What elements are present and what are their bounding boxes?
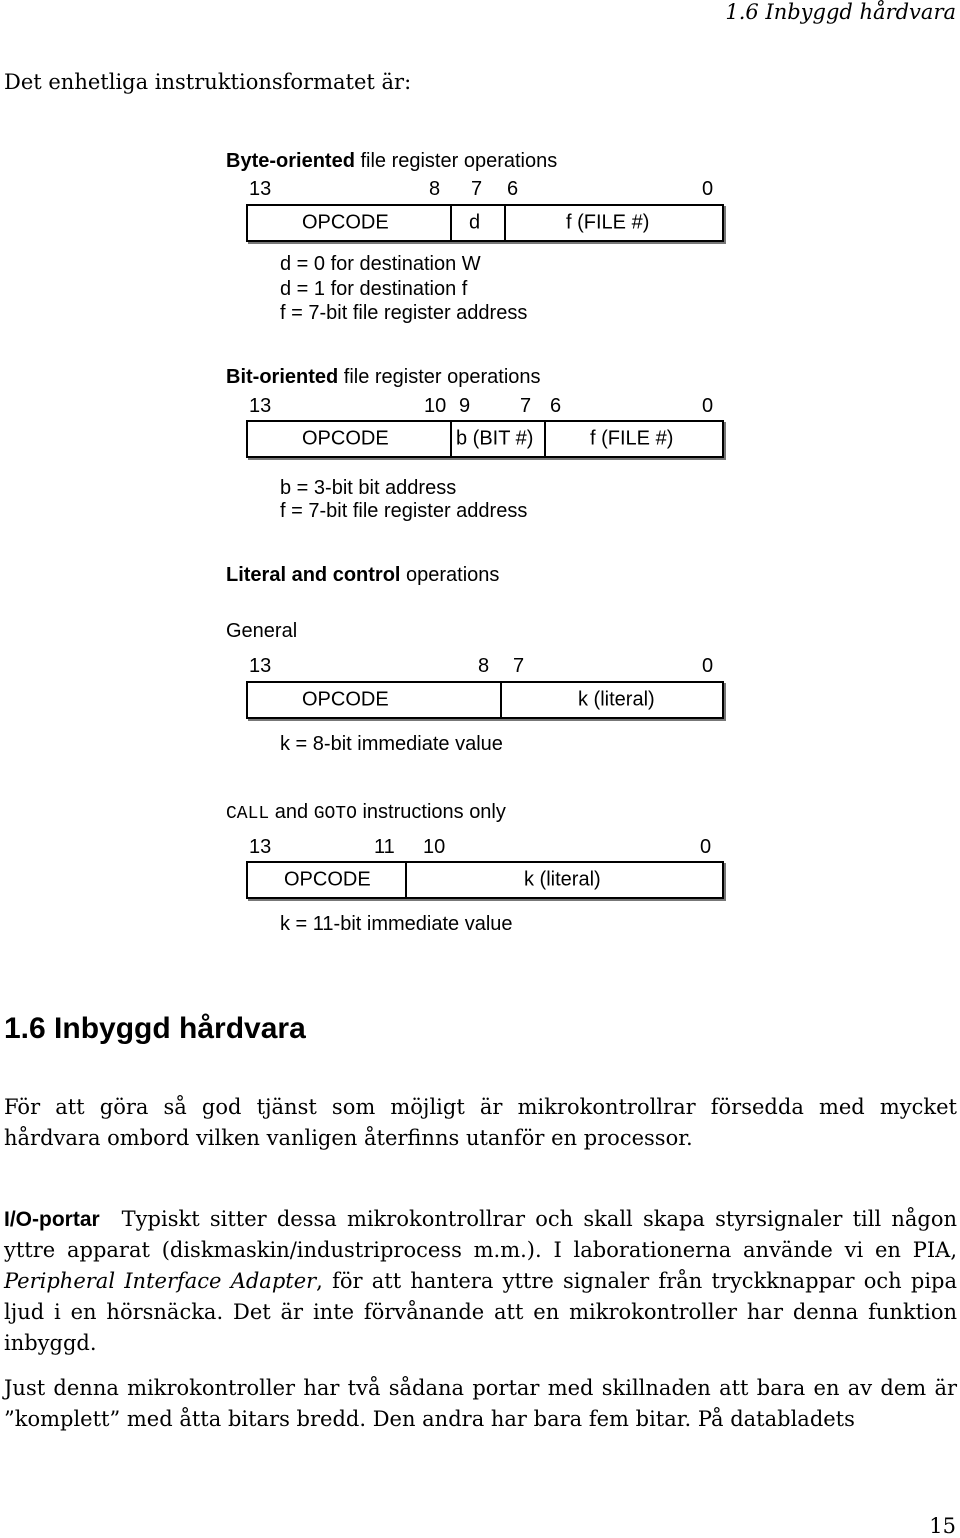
note: d = 0 for destination W (280, 253, 481, 275)
bit-field: b (BIT #) (456, 427, 534, 450)
io-ports-keyword: I/O-portar (4, 1208, 100, 1231)
opcode-field: OPCODE (302, 688, 389, 711)
bit-label: 7 (471, 178, 483, 200)
intro-text: Det enhetliga instruktionsformatet är: (4, 70, 412, 94)
bit-label: 6 (550, 395, 562, 417)
note: b = 3-bit bit address (280, 477, 457, 499)
bit-label: 0 (702, 395, 714, 417)
bit-oriented-heading: Bit-oriented file register operations (226, 366, 541, 388)
literal-format-box (246, 681, 724, 719)
literal-field: k (literal) (578, 688, 655, 711)
bit-label: 13 (249, 178, 272, 200)
io-ports-paragraph: I/O-portar Typiskt sitter dessa mikrokontrollrar och skall skapa styrsignaler till någon yttre apparat (diskmaskin/industriprocess m.m.). I laborationerna använde vi en PIA, Peripheral Interface Adapter, för att hantera yttre signaler från tryckknappar och pipa ljud i en hörsnäcka. Det är inte förvånande att en mikrokontroller har denna funktion inbyggd. (4, 1207, 958, 1355)
note: f = 7-bit file register address (280, 500, 528, 522)
byte-oriented-heading: Byte-oriented file register operations (226, 150, 558, 172)
running-head: 1.6 Inbyggd hårdvara (725, 0, 956, 24)
bit-label: 11 (374, 836, 395, 858)
general-subheading: General (226, 620, 298, 642)
opcode-field: OPCODE (302, 211, 389, 234)
bit-label: 7 (520, 395, 532, 417)
literal-heading: Literal and control operations (226, 564, 500, 586)
section-title: 1.6 Inbyggd hårdvara (4, 1012, 306, 1045)
bit-label: 6 (507, 178, 519, 200)
note: f = 7-bit file register address (280, 302, 528, 324)
bit-label: 13 (249, 655, 272, 677)
file-field: f (FILE #) (566, 211, 650, 234)
call-goto-format-box (246, 861, 724, 899)
bit-label: 9 (459, 395, 471, 417)
byte-oriented-format-box (246, 204, 724, 242)
note: d = 1 for destination f (280, 278, 468, 300)
d-field: d (469, 211, 481, 234)
bit-label: 0 (702, 178, 714, 200)
bit-label: 0 (700, 836, 712, 858)
call-goto-heading: CALL and GOTO instructions only (226, 801, 506, 824)
opcode-field: OPCODE (302, 427, 389, 450)
bit-label: 10 (423, 836, 446, 858)
file-field: f (FILE #) (590, 427, 674, 450)
bit-oriented-format-box (246, 420, 724, 458)
bit-label: 8 (478, 655, 490, 677)
bit-label: 0 (702, 655, 714, 677)
paragraph: För att göra så god tjänst som möjligt är mikrokontrollrar försedda med mycket hårdvara ombord vilken vanligen återfinns utanför en processor. (4, 1095, 957, 1150)
note: k = 8-bit immediate value (280, 733, 503, 755)
bit-label: 8 (429, 178, 441, 200)
bit-label: 13 (249, 836, 272, 858)
bit-label: 7 (513, 655, 525, 677)
bit-label: 10 (424, 395, 447, 417)
opcode-field: OPCODE (284, 868, 371, 891)
literal-field: k (literal) (524, 868, 601, 891)
note: k = 11-bit immediate value (280, 913, 513, 935)
paragraph: Just denna mikrokontroller har två sådana portar med skillnaden att bara en av dem är ”komplett” med åtta bitars bredd. Den andra har bara fem bitar. På databladets (4, 1376, 957, 1431)
page-number: 15 (929, 1514, 956, 1538)
bit-label: 13 (249, 395, 272, 417)
